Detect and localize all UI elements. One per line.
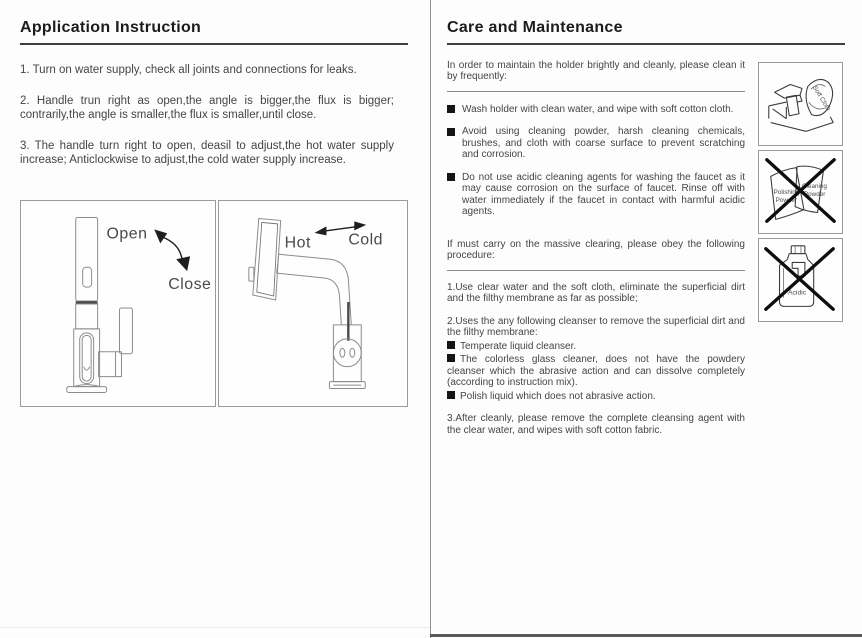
no-acidic-icon [758, 238, 843, 322]
open-close-diagram [20, 200, 216, 407]
page-bottom-rule [430, 634, 862, 637]
cleanser-option-3: Polish liquid which does not abrasive action. [447, 391, 745, 403]
cleanser-option-1: Temperate liquid cleanser. [447, 341, 745, 353]
cross-out-icon [766, 249, 833, 310]
care-bullet-list [447, 104, 745, 218]
care-maintenance-text [447, 60, 745, 437]
hot-cold-faucet-drawing [219, 201, 407, 406]
column-divider [430, 0, 431, 638]
hot-label: Hot [284, 234, 311, 252]
polishing-powder-label-line1: Polishing [773, 188, 800, 196]
bullet-square-icon [447, 341, 455, 349]
bullet-square-icon [447, 391, 455, 399]
cleaning-powder-label-line2: Powder [803, 190, 826, 198]
soft-cloth-icon [758, 62, 843, 146]
care-intro: In order to maintain the holder brightly and cleanly, please clean it by frequently: [447, 60, 745, 92]
care-bullet-wash: Wash holder with clean water, and wipe with soft cotton cloth. [447, 104, 745, 116]
procedure-step-3: 3.After cleanly, please remove the complete cleansing agent with the clear water, and wipes with soft cotton fabric. [447, 413, 745, 436]
polishing-powder-label-line2: Powder [775, 196, 798, 204]
acidic-label: Acidic [787, 289, 807, 297]
open-label: Open [106, 225, 148, 243]
page-bottom-edge [0, 627, 430, 628]
cleanser-option-2: The colorless glass cleaner, does not have the powdery cleanser which the abrasive action and can dissolve completely (according to instruction mix). [447, 354, 745, 389]
open-close-faucet-drawing [21, 201, 215, 406]
faucet-diagrams [20, 200, 408, 407]
cleaning-powder-label-line1: Cleaning [801, 183, 827, 191]
care-maintenance-title: Care and Maintenance [447, 0, 845, 45]
care-bullet-no-acid: Do not use acidic cleaning agents for washing the faucet as it may cause corrosion on the surface of faucet. Rinse off with water immediately if the faucet in contact with harmful acidic agents. [447, 172, 745, 218]
instruction-step-1: 1. Turn on water supply, check all joints and connections for leaks. [20, 63, 357, 76]
application-instruction-title: Application Instruction [20, 0, 408, 45]
instruction-step-3: 3. The handle turn right to open, deasil to adjust,the hot water supply increase; Anticlockwise to adjust,the cold water supply increase. [20, 140, 394, 166]
bullet-square-icon [447, 354, 455, 362]
care-maintenance-section [447, 0, 845, 436]
hot-cold-diagram [218, 200, 408, 407]
application-instruction-section [20, 0, 408, 407]
care-bullet-avoid-powder: Avoid using cleaning powder, harsh cleaning chemicals, brushes, and cloth with coarse surface to prevent scratching and corrosion. [447, 126, 745, 161]
procedure-step-1: 1.Use clear water and the soft cloth, eliminate the superficial dirt and the filthy membrane as far as possible; [447, 281, 745, 305]
procedure-step-2: 2.Uses the any following cleanser to remove the superficial dirt and the filthy membrane: [447, 315, 745, 339]
warning-icon-column [758, 62, 845, 326]
instruction-step-2: 2. Handle trun right as open,the angle is bigger,the flux is bigger; contrarily,the angle is smaller,the flux is smaller,until close. [20, 95, 394, 121]
procedure-intro: If must carry on the massive clearing, please obey the following procedure: [447, 239, 745, 271]
soft-cloth-label: Soft Cloth [811, 84, 832, 113]
close-label: Close [168, 276, 212, 294]
cold-label: Cold [348, 231, 384, 249]
open-close-arrow [163, 237, 182, 260]
no-cleaning-powder-icon [758, 150, 843, 234]
